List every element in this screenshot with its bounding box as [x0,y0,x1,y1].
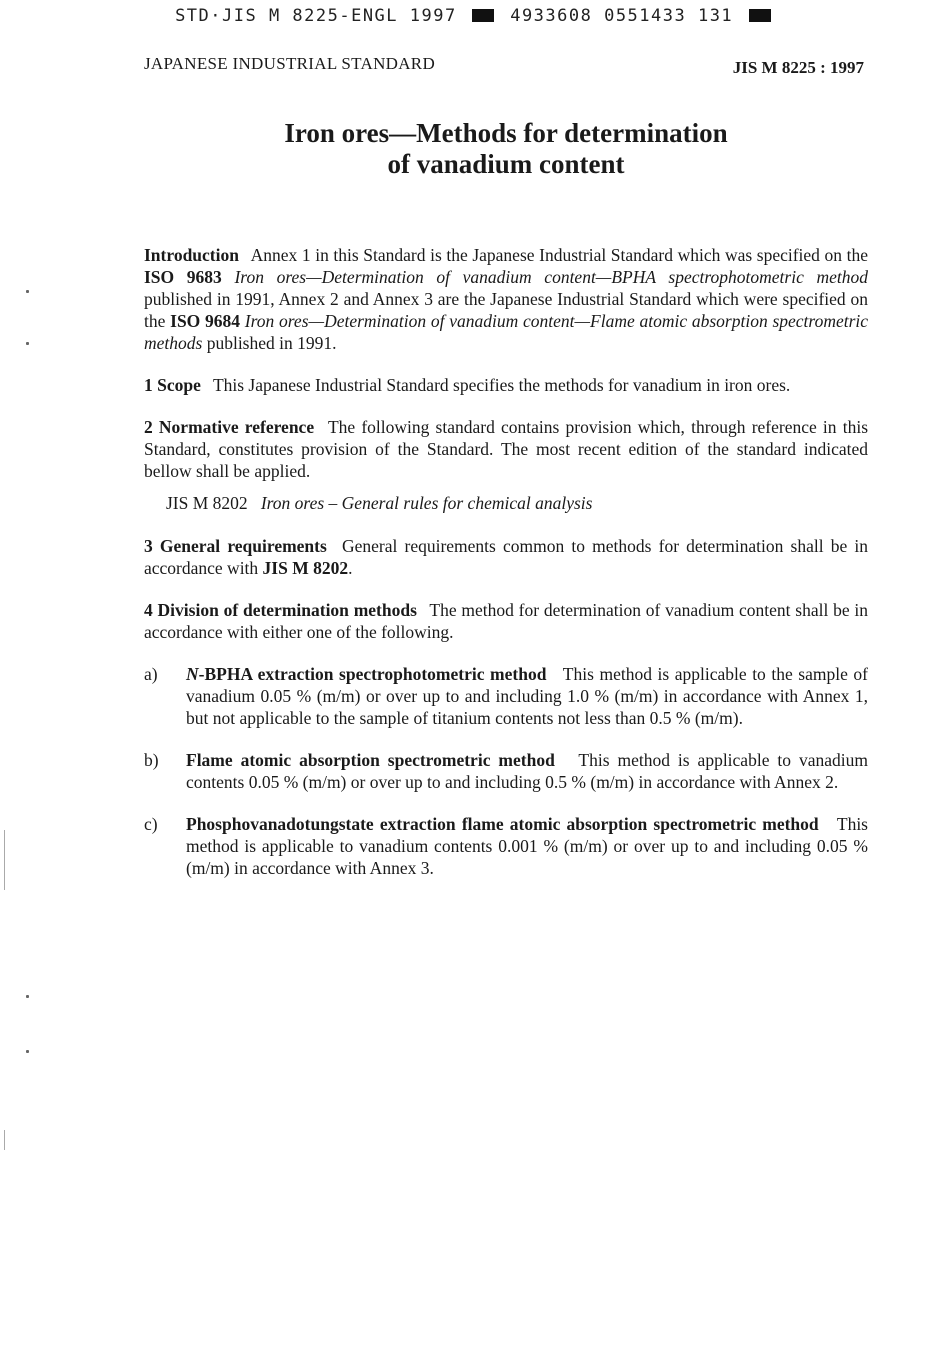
section-heading: Normative reference [158,417,315,437]
method-item-a [144,663,868,729]
item-heading: Flame atomic absorption spectrometric method [186,750,555,770]
document-body [144,244,868,899]
section-text: This Japanese Industrial Standard specifies the methods for vanadium in iron ores. [212,375,791,395]
reference-title: Iron ores – General rules for chemical analysis [260,493,593,513]
section-heading: Division of determination methods [157,600,417,620]
item-text: This method is applicable to the sample of vanadium 0.05 % (m/m) or over up to and including 1.0 % (m/m) in accordance with Annex 1, but not applicable to the sample of titanium contents not less than 0.5 % (m/m). [186,664,868,728]
intro-text-2: published in 1991, Annex 2 and Annex 3 are the Japanese Industrial Standard which were specified on the [144,289,868,331]
method-item-c [144,813,868,879]
intro-text-3: published in 1991. [206,333,337,353]
section-reference: JIS M 8202 [262,558,349,578]
item-heading-italic: N [186,664,199,684]
document-stamp [0,6,950,26]
stamp-number: 4933608 0551433 131 [510,6,734,26]
title-line-1: Iron ores—Methods for determination [284,118,728,148]
section-text: General requirements common to methods for determination shall be in accordance with [144,536,869,578]
stamp-block-icon [472,9,494,22]
introduction-heading: Introduction [144,245,239,265]
scan-speck [26,290,29,293]
item-label: c) [144,814,158,834]
scan-speck [26,1050,29,1053]
item-heading-text: -BPHA extraction spectrophotometric method [198,664,547,684]
intro-iso-ref-1: ISO 9683 [144,267,222,287]
item-body [186,813,868,879]
normative-reference-entry [166,492,868,514]
method-item-b [144,749,868,793]
item-label: a) [144,664,158,684]
section-heading: Scope [157,375,201,395]
section-heading: General requirements [159,536,327,556]
title-line-2: of vanadium content [387,149,625,179]
item-body [186,749,868,793]
intro-iso-title-2: Iron ores—Determination of vanadium content—Flame atomic absorption spectrometric methods [144,311,869,353]
section-end-punct: . [348,558,353,578]
section-number: 2 [144,417,153,437]
intro-iso-title-1: Iron ores—Determination of vanadium content—BPHA spectrophotometric method [234,267,869,287]
section-general-requirements [144,535,868,579]
section-number: 4 [144,600,153,620]
intro-text-1: Annex 1 in this Standard is the Japanese Industrial Standard which was specified on the [250,245,868,265]
header-standard-number: JIS M 8225 : 1997 [732,58,864,77]
item-heading: Phosphovanadotungstate extraction flame atomic absorption spectrometric method [186,814,819,834]
section-number: 1 [144,375,153,395]
intro-iso-ref-2: ISO 9684 [170,311,241,331]
item-heading [186,664,546,684]
section-scope [144,374,868,396]
section-normative-reference [144,416,868,482]
section-number: 3 [144,536,153,556]
item-label: b) [144,750,159,770]
stamp-block-icon [749,9,771,22]
scan-speck [26,342,29,345]
section-text: The method for determination of vanadium content shall be in accordance with either one of the following. [144,600,869,642]
section-division-of-methods [144,599,868,643]
section-text: The following standard contains provision which, through reference in this Standard, constitutes provision of the Standard. The most recent edition of the standard indicated bellow shall be applied. [144,417,868,481]
item-body [186,663,868,729]
stamp-code: STD·JIS M 8225-ENGL 1997 [175,6,457,26]
reference-code: JIS M 8202 [166,493,248,513]
scan-speck [26,995,29,998]
item-text: This method is applicable to vanadium contents 0.05 % (m/m) or over up to and including 0.5 % (m/m) in accordance with Annex 2. [186,750,868,792]
scan-edge-line [4,830,5,890]
header-standard-type: JAPANESE INDUSTRIAL STANDARD [144,54,436,73]
page-title [144,118,868,180]
item-text: This method is applicable to vanadium contents 0.001 % (m/m) or over up to and including 0.05 % (m/m) in accordance with Annex 3. [186,814,868,878]
scan-edge-line [4,1130,5,1150]
introduction-paragraph [144,244,868,354]
